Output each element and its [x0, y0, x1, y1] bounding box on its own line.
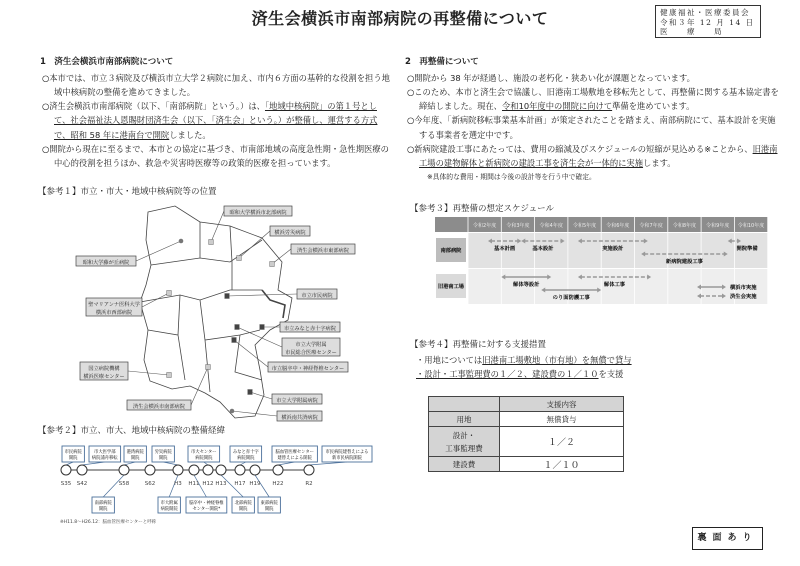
task-label: のり面防護工事	[552, 295, 590, 301]
milestone-label: 港湾病院	[126, 450, 144, 455]
timeline-year-label: S62	[144, 481, 156, 487]
milestone-label: 開院	[98, 507, 108, 512]
year-header: 令和10年度	[737, 223, 765, 229]
hospital-label: 横浜労災病院	[274, 230, 306, 236]
legend-label: 済生会実施	[730, 294, 757, 300]
year-header: 令和5年度	[572, 223, 597, 229]
row-label: 用地	[429, 412, 500, 427]
text: ○新病院建設工事にあたっては、費用の縮減及びスケジュールの短縮が見込める※ことから、	[407, 143, 753, 154]
hospital-label: 昭和大学藤が丘病院	[82, 260, 130, 266]
task-label: 開院準備	[736, 246, 758, 252]
milestone-label: 開院	[264, 507, 274, 512]
year-header: 令和2年度	[473, 223, 497, 229]
year-header: 令和9年度	[706, 223, 730, 229]
task-label: 実施設計	[602, 246, 624, 252]
ref4	[410, 338, 770, 382]
hospital-label: 市立みなと赤十字病院	[284, 326, 336, 332]
row-label: 建設費	[429, 457, 500, 472]
ref3-heading: 【参考３】再整備の想定スケジュール	[410, 204, 554, 214]
milestone-label: 北部病院	[234, 501, 252, 506]
text: ○このため、本市と済生会で協議し、旧港南工場敷地を移転先として、再整備に関する基本協定書を締結しました。現在、	[407, 86, 779, 112]
page-title: 済生会横浜市南部病院の再整備について	[251, 9, 549, 28]
row-label: 南部病院	[440, 248, 462, 254]
hospital-label: 聖マリアンナ医科大学	[88, 302, 140, 308]
section-2-heading: 2 再整備について	[405, 57, 479, 67]
row-label: 設計・ 工事監理費	[429, 427, 500, 457]
department: 医 療 局	[660, 27, 723, 36]
milestone-label: センター開院*	[192, 507, 221, 512]
underlined-text: 旧港南工場の建物解体と新病院の建設工事を済生会が一体的に実施	[419, 143, 778, 169]
timeline-year-label: H12	[202, 481, 214, 487]
section-1-heading: 1 済生会横浜市南部病院について	[40, 57, 174, 67]
milestone-label: 開院	[68, 456, 78, 461]
milestone-label: 病院浦舟移転	[91, 456, 118, 461]
hospital-label: 市立脳卒中・神経脊椎センター	[271, 366, 345, 372]
section-1-para-3: ○開院から現在に至るまで、本市との協定に基づき、市南部地域の高度急性期・急性期医療の中心的役割を担うほか、救急や災害時医療等の政策的医療を担っています。	[42, 143, 389, 169]
row-label: 旧港南工場	[438, 284, 464, 290]
milestone-label: 病院開院	[237, 456, 255, 461]
hospital-label: 市民総合医療センター	[285, 350, 337, 356]
task-label: 解体工事	[603, 282, 626, 288]
timeline-year-label: H13	[215, 481, 227, 487]
row-value: １／１０	[500, 457, 624, 472]
support-bullet-2	[410, 367, 770, 382]
support-table	[428, 396, 624, 472]
row-value: １／２	[500, 427, 624, 457]
underlined-text: 令和10年度中の開院に向けて	[501, 101, 613, 112]
row-value: 無償貸与	[500, 412, 624, 427]
hospital-label: 横浜医療センター	[83, 374, 125, 380]
timeline-year-label: H3	[174, 481, 182, 487]
milestone-label: 労災病院	[154, 450, 172, 455]
text: しました。	[169, 129, 211, 140]
task-label: 新病院建設工事	[665, 259, 703, 265]
timeline-footnote: ※H11.8～H26.12：脳血管医療センターと呼称	[60, 520, 157, 525]
milestone-label: 病院開院	[195, 456, 213, 461]
milestone-label: みなと赤十字	[232, 450, 259, 455]
table-corner	[429, 397, 500, 412]
section-2-para-1: ○開院から 38 年が経過し、施設の老朽化・狭あい化が課題となっています。	[407, 72, 695, 83]
milestone-label: 脳血管医療センター	[275, 450, 314, 455]
milestone-label: 南部病院	[94, 501, 112, 506]
milestone-label: 脳卒中・神経脊椎	[189, 501, 224, 506]
year-header: 令和4年度	[539, 223, 563, 229]
text: ○済生会横浜市南部病院（以下、「南部病院」という。）は、	[42, 101, 265, 112]
text: します。	[643, 158, 676, 169]
hospital-label: 市立大学附属病院	[276, 398, 318, 404]
table-row	[429, 457, 624, 472]
hospital-label: 済生会横浜市東部病院	[297, 248, 349, 254]
milestone-label: 市大附属	[160, 501, 178, 506]
task-label: 解体等設計	[513, 282, 540, 288]
year-header: 令和6年度	[606, 223, 630, 229]
timeline-year-label: S42	[76, 481, 88, 487]
section-1-para-1: ○本市では、市立３病院及び横浜市立大学２病院に加え、市内６方面の基幹的な役割を担う地域中核病院の整備を進めてきました。	[42, 72, 390, 97]
milestone-label: 市大センター	[190, 450, 217, 455]
milestone-label: 建替えによる開院	[277, 456, 312, 461]
milestone-label: 開院	[238, 507, 248, 512]
hospital-label: 横浜南共済病院	[281, 415, 318, 421]
support-bullet-1	[410, 353, 770, 368]
hospital-label: 市立市民病院	[301, 293, 333, 299]
year-header: 令和3年度	[506, 223, 530, 229]
milestone-label: 市民病院	[64, 450, 82, 455]
timeline-year-label: H17	[234, 481, 246, 487]
underlined-text: 旧港南工場敷地（市有地）を無償で貸与	[482, 354, 632, 365]
milestone-label: 開院	[158, 456, 168, 461]
ref2-heading: 【参考２】市立、市大、地域中核病院の整備経緯	[38, 426, 226, 436]
underlined-text: 「地域中核病院」の第１号として、社会福祉法人恩賜財団済生会（以下、「済生会」という。）が整備し、運営する方式で、昭和 58 年に港南台で開院	[54, 101, 378, 140]
milestone-label: 市民病院建替えによる	[325, 450, 369, 455]
table-header-row	[429, 397, 624, 412]
section-2-note: ※具体的な費用・期間は今後の設計等を行う中で確定。	[427, 172, 596, 181]
hospital-label: 市立大学附属	[295, 342, 327, 348]
task-label: 基本設計	[532, 246, 554, 252]
timeline-year-label: H11	[188, 481, 200, 487]
timeline-year-label: S58	[118, 481, 130, 487]
text: を支援	[598, 369, 624, 379]
ref1-heading: 【参考１】市立・市大・地域中核病院等の位置	[38, 187, 217, 197]
legend-label: 横浜市実施	[730, 285, 757, 291]
hospital-label: 横浜市西部病院	[95, 310, 133, 316]
task-label: 基本計画	[494, 246, 516, 252]
meeting-date: 令和３年 12 月 14 日	[660, 17, 755, 27]
milestone-label: 開院	[130, 456, 140, 461]
hospital-label: 国立病院機構	[88, 366, 120, 372]
section-2-para-3: ○今年度、「新病院移転事業基本計画」が策定されたことを踏まえ、南部病院にて、基本設計を実施する事業者を選定中です。	[407, 115, 776, 140]
reverse-side-notice: 裏面あり	[692, 527, 763, 550]
milestone-label: 病院開院	[160, 507, 178, 512]
year-header: 令和7年度	[639, 223, 663, 229]
timeline-year-label: R2	[305, 481, 313, 487]
text: 準備を進めています。	[612, 101, 695, 112]
committee-name: 健康福祉・医療委員会	[660, 8, 750, 17]
timeline-year-label: H19	[249, 481, 261, 487]
milestone-label: 市大医学部	[94, 450, 116, 455]
timeline-year-label: H22	[272, 481, 284, 487]
milestone-label: 東部病院	[260, 501, 278, 506]
table-header: 支援内容	[500, 397, 624, 412]
text: ・用地については	[416, 354, 483, 365]
ref4-heading: 【参考４】再整備に対する支援措置	[410, 340, 547, 350]
hospital-label: 昭和大学横浜市北部病院	[229, 210, 287, 216]
timeline-year-label: S35	[60, 481, 72, 487]
hospital-label: 済生会横浜市南部病院	[133, 404, 185, 410]
milestone-label: 新市民病院開院	[331, 456, 363, 461]
underlined-text: ・設計・工事監理費の１／２、建設費の１／１０	[416, 369, 599, 379]
table-row	[429, 427, 624, 457]
year-header: 令和8年度	[672, 223, 697, 229]
table-row	[429, 412, 624, 427]
